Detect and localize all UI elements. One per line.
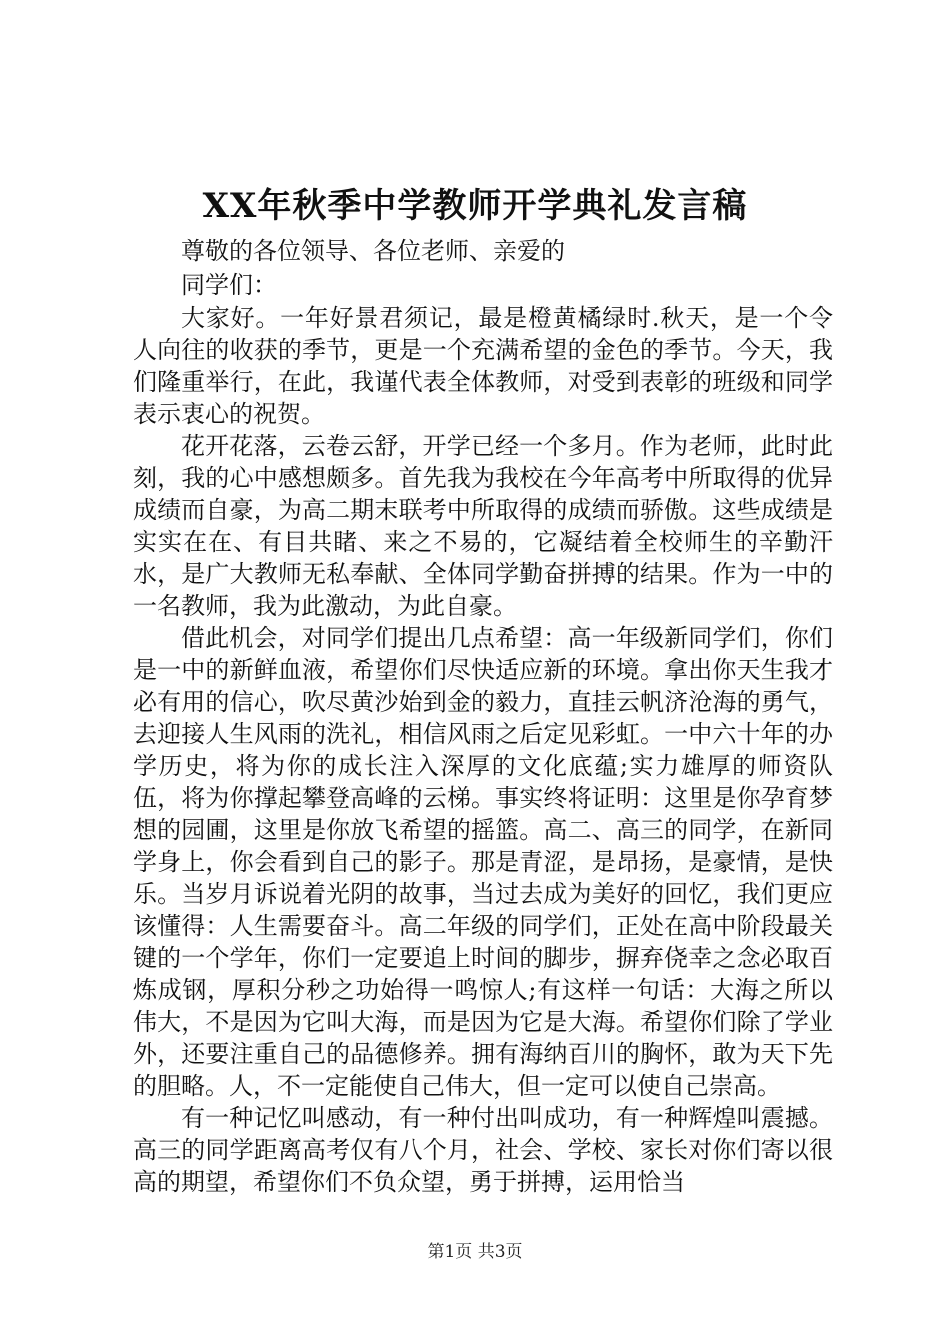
paragraph-1: 大家好。一年好景君须记，最是橙黄橘绿时.秋天，是一个令人向往的收获的季节，更是一个充满希望的金色的季节。今天，我们隆重举行，在此，我谨代表全体教师，对受到表彰的班级和同学表示衷心的祝贺。 <box>133 304 833 428</box>
paragraph-3: 借此机会，对同学们提出几点希望：高一年级新同学们，你们是一中的新鲜血液，希望你们尽快适应新的环境。拿出你天生我才必有用的信心，吹尽黄沙始到金的毅力，直挂云帆济沧海的勇气，去迎接人生风雨的洗礼，相信风雨之后定见彩虹。一中六十年的办学历史，将为你的成长注入深厚的文化底蕴;实力雄厚的师资队伍，将为你撑起攀登高峰的云梯。事实终将证明：这里是你孕育梦想的园圃，这里是你放飞希望的摇篮。高二、高三的同学，在新同学身上，你会看到自己的影子。那是青涩，是昂扬，是豪情，是快乐。当岁月诉说着光阴的故事，当过去成为美好的回忆，我们更应该懂得：人生需要奋斗。高二年级的同学们，正处在高中阶段最关键的一个学年，你们一定要追上时间的脚步，摒弃侥幸之念必取百炼成钢，厚积分秒之功始得一鸣惊人;有这样一句话：大海之所以伟大，不是因为它叫大海，而是因为它是大海。希望你们除了学业外，还要注重自己的品德修养。拥有海纳百川的胸怀，敢为天下先的胆略。人，不一定能使自己伟大，但一定可以使自己崇高。 <box>133 624 833 1100</box>
paragraph-2: 花开花落，云卷云舒，开学已经一个多月。作为老师，此时此刻，我的心中感想颇多。首先我为我校在今年高考中所取得的优异成绩而自豪，为高二期末联考中所取得的成绩而骄傲。这些成绩是实实在在、有目共睹、来之不易的，它凝结着全校师生的辛勤汗水，是广大教师无私奉献、全体同学勤奋拼搏的结果。作为一中的一名教师，我为此激动，为此自豪。 <box>133 432 833 620</box>
salutation-line-1: 尊敬的各位领导、各位老师、亲爱的 <box>181 237 565 265</box>
page-number: 第1页 共3页 <box>427 1242 523 1262</box>
paragraph-4: 有一种记忆叫感动，有一种付出叫成功，有一种辉煌叫震撼。高三的同学距离高考仅有八个月，社会、学校、家长对你们寄以很高的期望，希望你们不负众望，勇于拼搏，运用恰当 <box>133 1104 833 1196</box>
salutation-line-2: 同学们： <box>181 271 277 299</box>
document-title: XX年秋季中学教师开学典礼发言稿 <box>202 186 748 226</box>
document-body <box>133 234 833 1198</box>
